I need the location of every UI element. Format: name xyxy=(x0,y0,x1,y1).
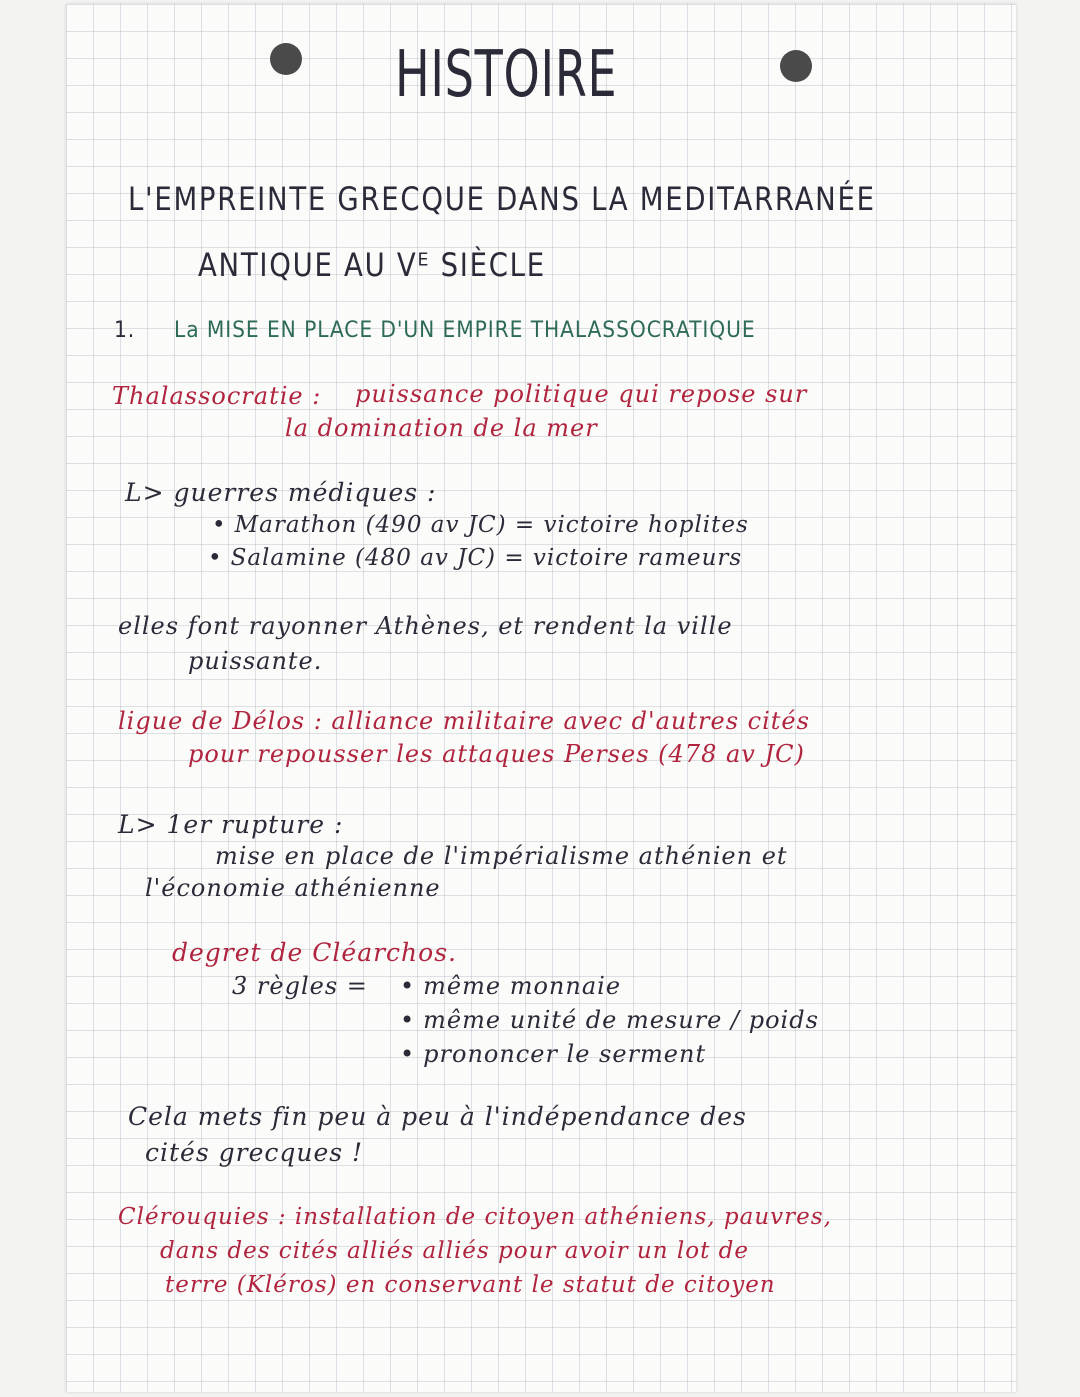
section-number: 1. xyxy=(114,318,136,343)
ligue-line1: ligue de Délos : alliance militaire avec d'autres cités xyxy=(118,707,810,735)
rupture-line1: mise en place de l'impérialisme athénien et xyxy=(215,842,788,870)
conclusion-line2: cités grecques ! xyxy=(145,1138,364,1167)
decret-rule-serment: • prononcer le serment xyxy=(400,1040,706,1068)
decret-rule-monnaie: • même monnaie xyxy=(400,972,621,1000)
guerres-item-marathon: • Marathon (490 av JC) = victoire hoplites xyxy=(212,512,749,538)
chapter-heading-line2: ANTIQUE AU Vᴱ SIÈCLE xyxy=(198,246,546,284)
clerouquies-line1: Clérouquies : installation de citoyen athéniens, pauvres, xyxy=(118,1204,832,1230)
ligue-line2: pour repousser les attaques Perses (478 av JC) xyxy=(188,740,805,768)
rupture-line2: l'économie athénienne xyxy=(145,874,441,902)
definition-term: Thalassocratie : xyxy=(112,382,322,410)
guerres-item-salamine: • Salamine (480 av JC) = victoire rameurs xyxy=(208,545,742,571)
consequence-line1: elles font rayonner Athènes, et rendent la ville xyxy=(118,612,733,640)
conclusion-line1: Cela mets fin peu à peu à l'indépendance des xyxy=(128,1102,747,1131)
definition-text-line2: la domination de la mer xyxy=(285,414,598,442)
consequence-line2: puissante. xyxy=(188,647,323,675)
decret-title: degret de Cléarchos. xyxy=(172,938,457,967)
binder-hole-left xyxy=(270,43,302,75)
clerouquies-line2: dans des cités alliés alliés pour avoir un lot de xyxy=(160,1238,749,1264)
section-title: La MISE EN PLACE D'UN EMPIRE THALASSOCRATIQUE xyxy=(174,318,756,343)
guerres-heading: L> guerres médiques : xyxy=(125,478,437,507)
chapter-heading-line1: L'EMPREINTE GRECQUE DANS LA MEDITARRANÉE xyxy=(128,180,876,218)
rupture-heading: L> 1er rupture : xyxy=(118,810,344,839)
definition-text-line1: puissance politique qui repose sur xyxy=(355,380,808,408)
clerouquies-line3: terre (Kléros) en conservant le statut de citoyen xyxy=(165,1272,776,1298)
page-title: HISTOIRE xyxy=(395,38,618,112)
decret-rules-label: 3 règles = xyxy=(232,972,368,1000)
decret-rule-mesure: • même unité de mesure / poids xyxy=(400,1006,819,1034)
binder-hole-right xyxy=(780,50,812,82)
